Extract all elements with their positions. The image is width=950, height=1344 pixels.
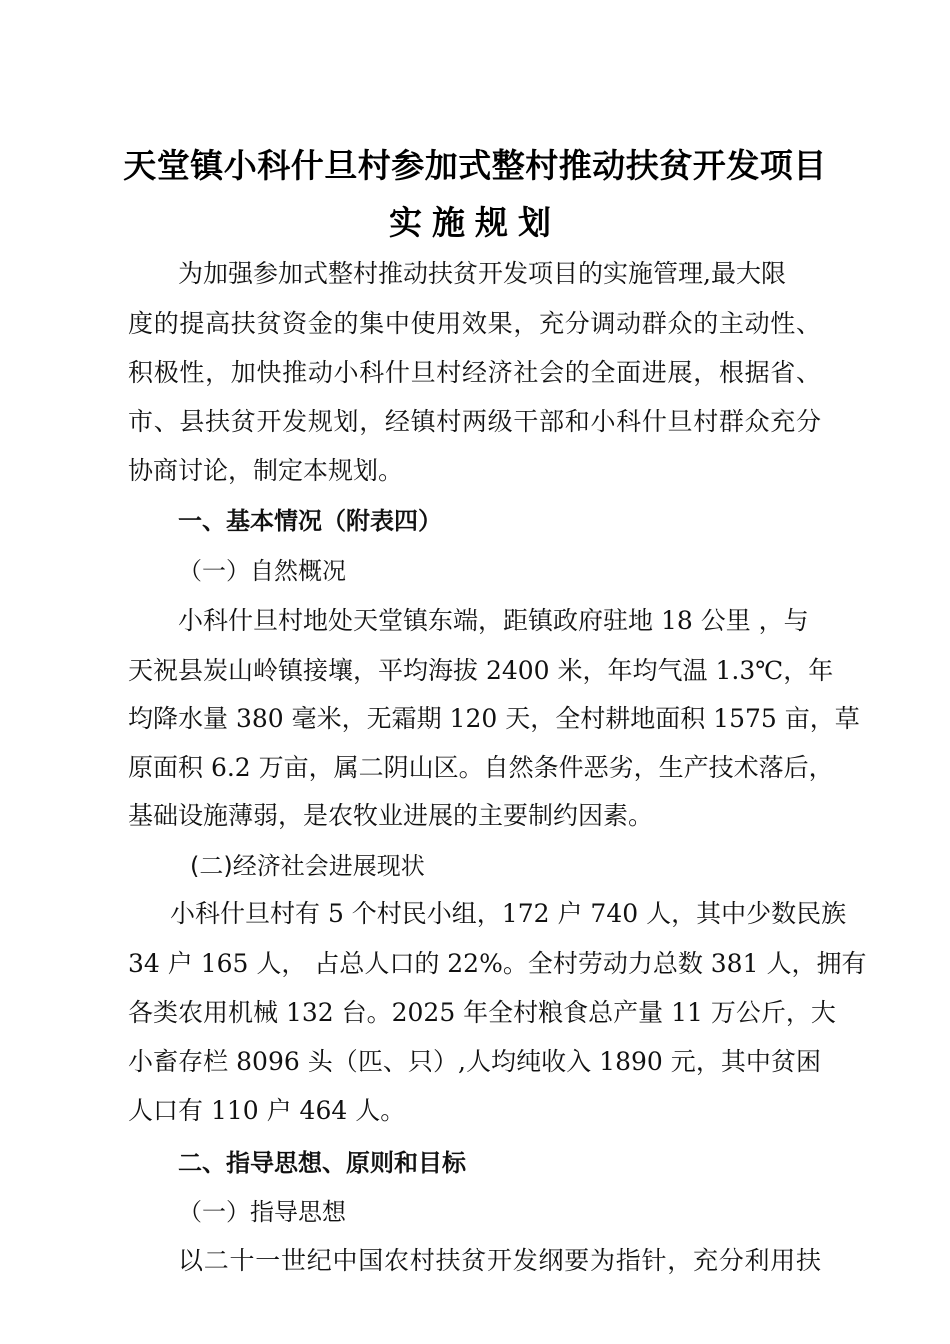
paragraph-line: 度的提高扶贫资金的集中使用效果，充分调动群众的主动性、	[128, 309, 821, 338]
paragraph-line: 天祝县炭山岭镇接壤，平均海拔 2400 米，年均气温 1.3℃，年	[128, 656, 834, 685]
paragraph-line: 基础设施薄弱，是农牧业进展的主要制约因素。	[128, 801, 654, 830]
subsection-heading: （一）指导思想	[178, 1198, 346, 1226]
document-subtitle: 实施规划	[389, 203, 561, 242]
paragraph-line: 小科什旦村地处天堂镇东端，距镇政府驻地 18 公里 ，与	[178, 606, 809, 635]
section-heading: 一、基本情况（附表四）	[178, 507, 442, 535]
paragraph-line: 小畜存栏 8096 头（匹、只）,人均纯收入 1890 元，其中贫困	[128, 1047, 821, 1076]
paragraph-line: 积极性，加快推动小科什旦村经济社会的全面进展，根据省、	[128, 358, 821, 387]
paragraph-line: 均降水量 380 毫米，无霜期 120 天，全村耕地面积 1575 亩，草	[128, 704, 860, 733]
paragraph-line: 人口有 110 户 464 人。	[128, 1096, 406, 1125]
paragraph-line: 原面积 6.2 万亩，属二阴山区。自然条件恶劣，生产技术落后，	[128, 753, 834, 782]
paragraph-line: 协商讨论，制定本规划。	[128, 456, 404, 485]
subsection-heading: （一）自然概况	[178, 557, 346, 585]
subsection-heading: (二)经济社会进展现状	[190, 852, 425, 880]
paragraph-line: 市、县扶贫开发规划，经镇村两级干部和小科什旦村群众充分	[128, 407, 821, 436]
paragraph-line: 以二十一世纪中国农村扶贫开发纲要为指针，充分利用扶	[178, 1246, 821, 1275]
paragraph-line: 为加强参加式整村推动扶贫开发项目的实施管理,最大限	[178, 259, 786, 288]
document-title: 天堂镇小科什旦村参加式整村推动扶贫开发项目	[123, 146, 827, 185]
paragraph-line: 各类农用机械 132 台。2025 年全村粮食总产量 11 万公斤，大	[128, 998, 836, 1027]
section-heading: 二、指导思想、原则和目标	[178, 1149, 466, 1177]
paragraph-line: 34 户 165 人， 占总人口的 22%。全村劳动力总数 381 人，拥有	[128, 949, 867, 978]
paragraph-line: 小科什旦村有 5 个村民小组，172 户 740 人，其中少数民族	[170, 899, 847, 928]
